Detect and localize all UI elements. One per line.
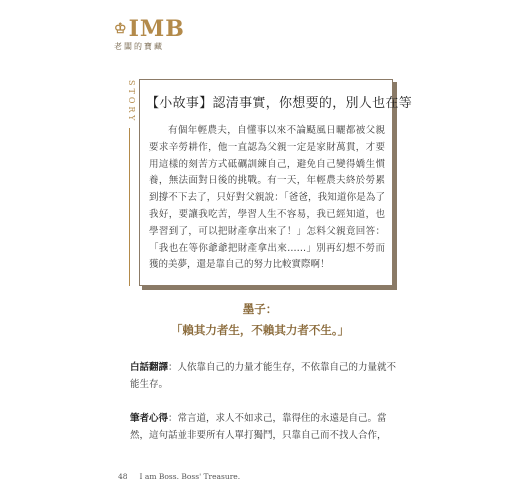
book-title: I am Boss. Boss' Treasure.: [139, 472, 241, 481]
quote-text: 「賴其力者生，不賴其力者不生。」: [170, 323, 350, 337]
page-number: 48: [118, 472, 128, 481]
story-title: 【小故事】認清事實，你想要的，別人也在等: [146, 96, 413, 111]
page-footer: [118, 472, 240, 481]
story-side-label: STORY: [127, 80, 136, 124]
translation-label: 白話翻譯: [130, 362, 169, 373]
story-body: 有個年輕農夫，自懂事以來不論颳風日曬都被父親要求辛勞耕作，他一直認為父親一定是家財萬貫，才要用這樣的刻苦方式砥礪訓練自己，避免自己變得嬌生慣養，無法面對日後的挑戰。有一天，年輕農夫終於勞累到撐不下去了，只好對父親說：「爸爸，我知道你是為了我好，要讓我吃苦，學習人生不容易，我已經知道，也學習到了，可以把財產拿出來了！」怎料父親竟回答：「我也在等你爺爺把財產拿出來……」別再幻想不勞而獲的美夢，還是靠自己的努力比較實際啊！: [149, 125, 385, 271]
logo-text: IMB: [128, 16, 185, 42]
quote-author: 墨子：: [242, 302, 278, 316]
author-notes-paragraph: [130, 410, 400, 444]
story-side-rule: [129, 128, 130, 286]
crown-icon: ♔: [114, 21, 128, 37]
translation-paragraph: [130, 359, 400, 393]
translation-text: ：人依靠自己的力量才能生存，不依靠自己的力量就不能生存。: [130, 362, 397, 390]
publisher-logo: [114, 18, 194, 52]
author-notes-label: 筆者心得: [130, 413, 169, 424]
logo-subtitle: 老闆的寶藏: [114, 42, 164, 51]
author-notes-text: ：常言道，求人不如求己，靠得住的永遠是自己。當然，這句話並非要所有人單打獨鬥，只靠自己而不找人合作，: [130, 413, 387, 441]
logo-mark: [114, 18, 194, 40]
